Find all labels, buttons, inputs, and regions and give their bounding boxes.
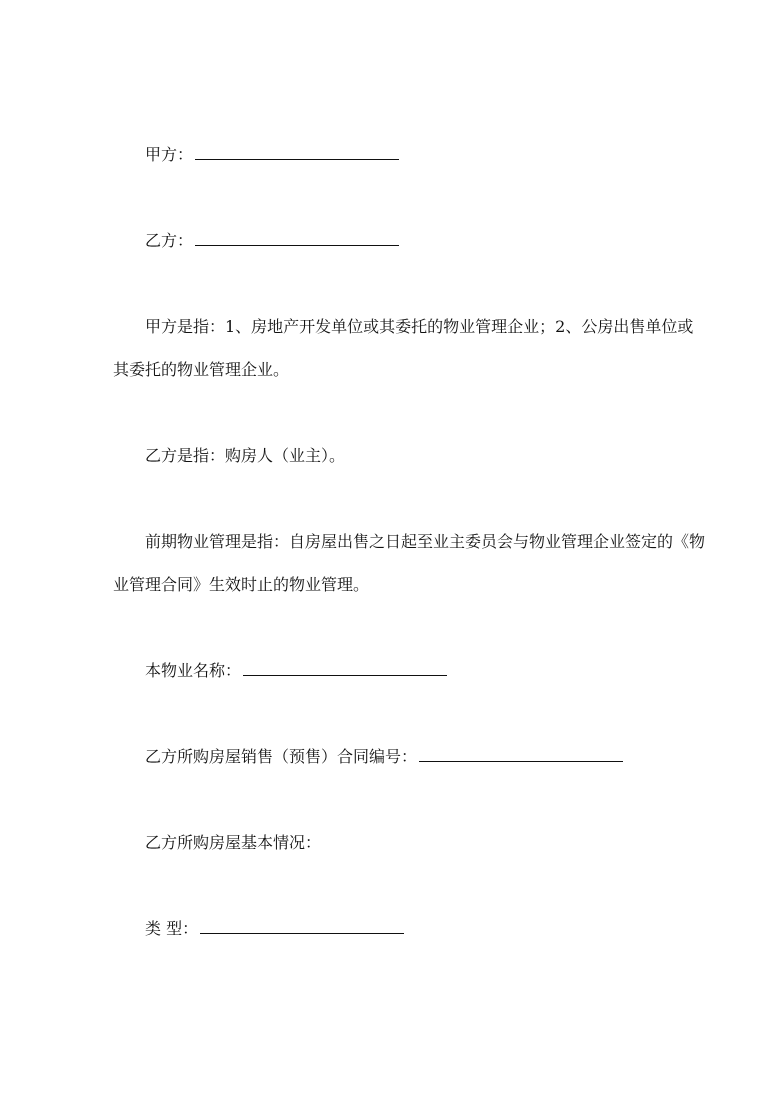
property-name-blank[interactable] [243, 661, 447, 676]
party-b-line [145, 231, 695, 251]
property-name-line [145, 661, 695, 681]
definition-a-line1: 甲方是指：1、房地产开发单位或其委托的物业管理企业；2、公房出售单位或 [145, 317, 694, 336]
party-b-blank[interactable] [195, 231, 399, 246]
house-info-label: 乙方所购房屋基本情况： [145, 833, 322, 852]
definition-prelim-line1: 前期物业管理是指：自房屋出售之日起至业主委员会与物业管理企业签定的《物 [145, 532, 706, 551]
definition-b: 乙方是指：购房人（业主）。 [145, 446, 346, 465]
contract-number-blank[interactable] [419, 747, 623, 762]
property-name-label: 本物业名称： [145, 661, 242, 680]
contract-number-line [145, 747, 695, 767]
type-label: 类 型： [145, 919, 199, 938]
party-b-label: 乙方： [145, 231, 194, 250]
party-a-line [145, 145, 695, 165]
party-a-label: 甲方： [145, 145, 194, 164]
type-line [145, 919, 695, 939]
definition-a-line2: 其委托的物业管理企业。 [113, 360, 290, 379]
party-a-blank[interactable] [195, 145, 399, 160]
contract-number-label: 乙方所购房屋销售（预售）合同编号： [145, 747, 418, 766]
definition-prelim-line2: 业管理合同》生效时止的物业管理。 [113, 575, 370, 594]
type-blank[interactable] [200, 919, 404, 934]
